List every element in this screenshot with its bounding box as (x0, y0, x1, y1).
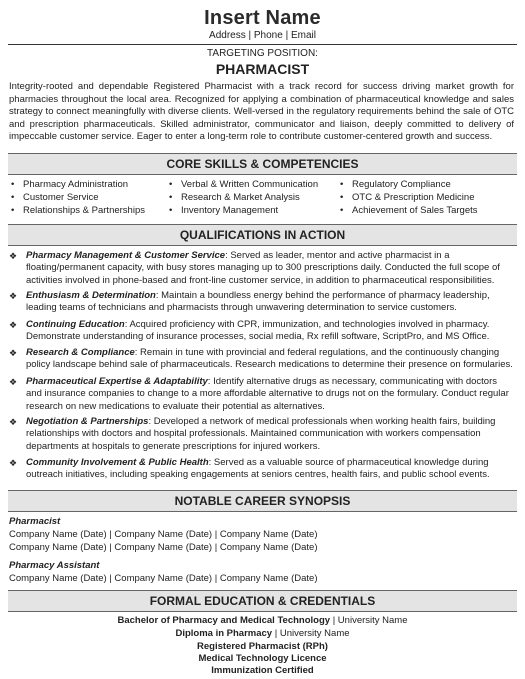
diamond-bullet-icon: ❖ (9, 417, 18, 427)
diamond-bullet-icon: ❖ (9, 458, 18, 468)
qualification-item: ❖ Negotiation & Partnerships: Developed a network of medical professionals when working health fairs, building relationships with doctors and hospital professionals. Maintained communication with workers compensation departments at hospitals to generate prescriptions for injured workers. (9, 416, 496, 452)
credential-line: Registered Pharmacist (RPh) (197, 641, 328, 652)
section-heading-skills: CORE SKILLS & COMPETENCIES (8, 153, 517, 175)
job-title: Pharmacist (9, 516, 61, 527)
education-line: Bachelor of Pharmacy and Medical Technology | University Name (117, 615, 408, 626)
credential-line: Medical Technology Licence (198, 653, 327, 664)
skill-item: • Relationships & Partnerships (11, 205, 145, 216)
qualification-item: ❖ Pharmaceutical Expertise & Adaptability: Identify alternative drugs as necessary, communicating with doctors and insurance companies to change to a more affordable alternative to drugs not on the formulary. Conduct regular research on new medications to evaluate their potential as alternatives. (9, 376, 509, 412)
qualification-item: ❖ Enthusiasm & Determination: Maintain a boundless energy behind the performance of pharmacy leadership, leading teams of technicians and pharmacists through unwavering determination to service customers. (9, 290, 490, 314)
skill-item: • Customer Service (11, 192, 99, 203)
summary-paragraph: Integrity-rooted and dependable Registered Pharmacist with a track record for success driving market growth for pharmacies throughout the local area. Recognized for applying a combination of pharmaceutical knowledge and sales strategy to connect meaningfully with diverse clients. Well-versed in the regulatory requirements behind the sale of OTC and prescription pharmaceuticals. Skilled administrator, communicator and liaison, deeply committed to delivery of impeccable customer service. Eager to enter a long-term role to contribute customer-centered growth and success. (9, 81, 514, 143)
skills-column-3 (340, 178, 478, 217)
diamond-bullet-icon: ❖ (9, 377, 18, 387)
qualification-item: ❖ Continuing Education: Acquired proficiency with CPR, immunization, and technologies involved in pharmacy. Demonstrate understanding of insurance processes, social media, Rx refill software, ScriptPro, and MS Office. (9, 319, 490, 343)
qualification-item: ❖ Research & Compliance: Remain in tune with provincial and federal regulations, and the continuously changing policy landscape behind sale of pharmaceuticals. Research medications to determine their presence on formularies. (9, 347, 513, 371)
skill-item: • Pharmacy Administration (11, 179, 129, 190)
diamond-bullet-icon: ❖ (9, 320, 18, 330)
education-line: Diploma in Pharmacy | University Name (175, 628, 350, 639)
qualification-item: ❖ Community Involvement & Public Health: Served as a valuable source of pharmaceutical knowledge during outreach initiatives, including speaking engagements at seniors centres, health fairs, and public school events. (9, 457, 490, 481)
candidate-name: Insert Name (204, 7, 321, 29)
skill-item: • Research & Market Analysis (169, 192, 300, 203)
skills-column-2 (169, 178, 318, 217)
header-rule (8, 44, 517, 45)
diamond-bullet-icon: ❖ (9, 251, 18, 261)
section-heading-education: FORMAL EDUCATION & CREDENTIALS (8, 590, 517, 612)
qualification-item: ❖ Pharmacy Management & Customer Service: Served as leader, mentor and active pharmacist in a floating/permanent capacity, with busy stores managing up to 300 prescriptions daily. Conducted the full scope of activities involved in phone-based and front-line customer service, in addition to pharmaceutical responsibilities. (9, 250, 500, 286)
skill-item: • Regulatory Compliance (340, 179, 451, 190)
credential-line: Immunization Certified (211, 665, 314, 676)
section-heading-career: NOTABLE CAREER SYNOPSIS (8, 490, 517, 512)
skill-item: • Verbal & Written Communication (169, 179, 319, 190)
targeting-label: TARGETING POSITION: (207, 48, 318, 59)
diamond-bullet-icon: ❖ (9, 291, 18, 301)
skills-column-1 (11, 178, 145, 217)
company-line: Company Name (Date) | Company Name (Date) | Company Name (Date) (9, 529, 318, 540)
company-line: Company Name (Date) | Company Name (Date) | Company Name (Date) (9, 542, 318, 553)
section-heading-qualifications: QUALIFICATIONS IN ACTION (8, 224, 517, 246)
skill-item: • OTC & Prescription Medicine (340, 192, 475, 203)
diamond-bullet-icon: ❖ (9, 348, 18, 358)
skill-item: • Achievement of Sales Targets (340, 205, 478, 216)
company-line: Company Name (Date) | Company Name (Date) | Company Name (Date) (9, 573, 318, 584)
target-title: PHARMACIST (215, 61, 310, 77)
contact-line: Address | Phone | Email (209, 30, 316, 41)
skill-item: • Inventory Management (169, 205, 279, 216)
job-title: Pharmacy Assistant (9, 560, 100, 571)
